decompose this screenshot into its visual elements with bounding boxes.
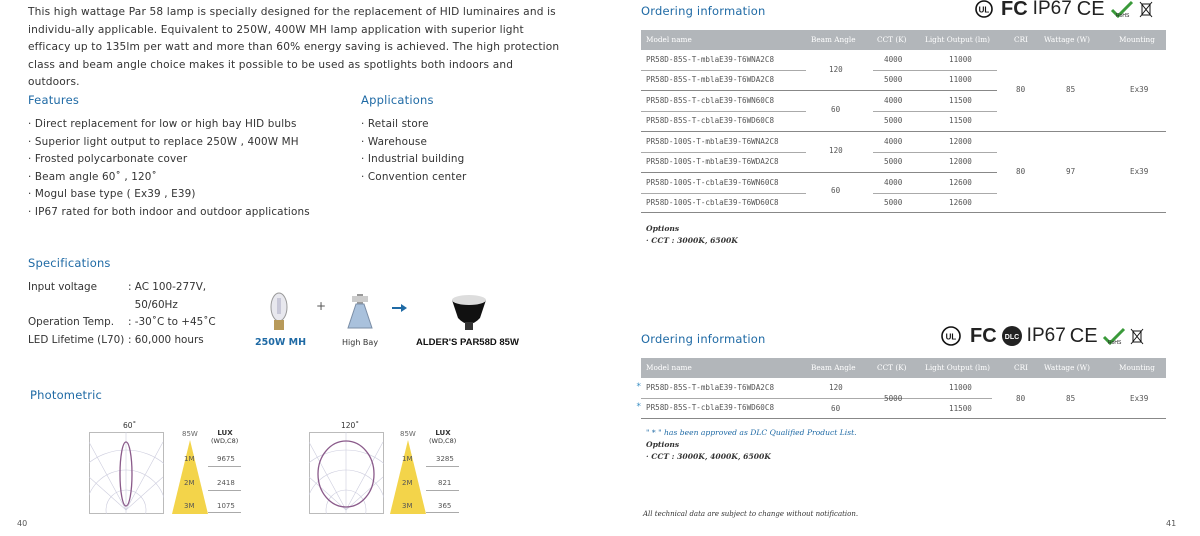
beam-angle-cell: 120 [829, 65, 843, 74]
col-header: CRI [1014, 35, 1028, 44]
par58-lamp-image [450, 294, 488, 332]
model-name-cell: PR58D-85S-T-mblaE39-T6WDA2C8 [646, 383, 775, 392]
table1-header [641, 30, 1166, 50]
photometric-title: Photometric [30, 388, 103, 402]
options-text-2: · CCT : 3000K, 4000K, 6500K [646, 452, 771, 461]
spec-key: Input voltage [28, 281, 98, 293]
light-output-cell: 11500 [949, 96, 972, 105]
weee-icon [1130, 327, 1144, 345]
beam-angle-cell: 60 [831, 105, 841, 114]
options-value: CCT : 3000K, 4000K, 6500K [651, 452, 771, 461]
beam-angle-cell: 120 [829, 383, 843, 392]
distance-label: 1M [402, 455, 413, 463]
lux-header: LUX [217, 429, 233, 437]
distance-label: 2M [184, 479, 195, 487]
feature-item: · Mogul base type ( Ex39 , E39) [28, 186, 310, 204]
mounting-cell: Ex39 [1130, 85, 1149, 94]
spec-value: 50/60Hz [128, 298, 178, 311]
polar-diagram-60 [89, 432, 164, 514]
wattage-label: 85W [182, 430, 198, 438]
mounting-cell: Ex39 [1130, 167, 1149, 176]
cct-cell: 4000 [884, 178, 903, 187]
col-header: Mounting [1119, 363, 1155, 372]
col-header: CRI [1014, 363, 1028, 372]
distance-label: 3M [402, 502, 413, 510]
cct-cell: 4000 [884, 137, 903, 146]
ip67-mark: IP67 [1032, 0, 1072, 19]
light-output-cell: 12600 [949, 178, 972, 187]
options-value: CCT : 3000K, 6500K [651, 236, 738, 245]
lux-value: 821 [438, 479, 452, 487]
weee-icon [1139, 0, 1153, 18]
options-text-1: · CCT : 3000K, 6500K [646, 236, 738, 245]
cul-listed-icon [936, 326, 966, 346]
model-name-cell: PR58D-85S-T-mblaE39-T6WNA2C8 [646, 55, 775, 64]
spec-key [28, 297, 128, 315]
spec-value: : -30˚C to +45˚C [128, 316, 216, 328]
application-item: · Industrial building [361, 151, 466, 169]
applications-title: Applications [361, 93, 434, 107]
certifications-row-1 [972, 0, 1153, 20]
lux-value: 1075 [217, 502, 235, 510]
lux-value: 365 [438, 502, 452, 510]
options-title-2: Options [646, 440, 680, 449]
intro-paragraph: This high wattage Par 58 lamp is specially designed for the replacement of HID luminaires and is individu-ally applicable. Equivalent to 250W, 400W MH lamp application with superior light efficacy up to 135lm per watt and more than 60% energy saving is achieved. The high protection class and beam angle choice makes it possible to be used as spotlights both indoors and outdoors. [28, 6, 560, 88]
page-number-right: 41 [1166, 519, 1177, 528]
spec-key: Operation Temp. [28, 316, 115, 328]
specifications-title: Specifications [28, 256, 111, 270]
light-output-cell: 12000 [949, 157, 972, 166]
mh-label: 250W MH [255, 337, 307, 348]
spec-key: LED Lifetime (L70) [28, 333, 125, 346]
light-output-cell: 11000 [949, 383, 972, 392]
model-name-cell: PR58D-85S-T-cblaE39-T6WD60C8 [646, 116, 775, 125]
plus-sign: + [316, 299, 327, 313]
light-output-cell: 12000 [949, 137, 972, 146]
wattage-label: 85W [400, 430, 416, 438]
col-header: Beam Angle [811, 35, 856, 44]
model-name-cell: PR58D-85S-T-cblaE39-T6WN60C8 [646, 96, 775, 105]
col-header: CCT (K) [877, 35, 907, 44]
dlc-asterisk: * [636, 402, 642, 412]
cri-cell: 80 [1016, 394, 1026, 403]
fc-mark: FC [970, 324, 997, 347]
spec-value: : 60,000 hours [128, 333, 204, 346]
model-name-cell: PR58D-100S-T-mblaE39-T6WNA2C8 [646, 137, 779, 146]
col-header: CCT (K) [877, 363, 907, 372]
application-item: · Warehouse [361, 134, 466, 152]
beam-angle-cell: 60 [831, 404, 841, 413]
svg-text:UL: UL [945, 332, 957, 342]
lux-value: 3285 [436, 455, 454, 463]
svg-text:UL: UL [978, 5, 990, 15]
col-header: Mounting [1119, 35, 1155, 44]
table2-body [636, 378, 1166, 420]
model-name-cell: PR58D-100S-T-cblaE39-T6WN60C8 [646, 178, 779, 187]
features-list [28, 116, 310, 221]
cri-cell: 80 [1016, 85, 1026, 94]
spec-value: : AC 100-277V, [128, 281, 207, 293]
lux-header: LUX [435, 429, 451, 437]
col-header: Wattage (W) [1044, 35, 1090, 44]
light-output-cell: 11500 [949, 404, 972, 413]
col-header: Wattage (W) [1044, 363, 1090, 372]
feature-item: · Beam angle 60˚ , 120˚ [28, 169, 310, 187]
lux-value: 2418 [217, 479, 235, 487]
feature-item: · IP67 rated for both indoor and outdoor applications [28, 204, 310, 222]
feature-item: · Direct replacement for low or high bay HID bulbs [28, 116, 310, 134]
cct-cell: 5000 [884, 116, 903, 125]
lux-value: 9675 [217, 455, 235, 463]
distance-label: 2M [402, 479, 413, 487]
svg-text:RoHS: RoHS [1115, 13, 1129, 18]
cct-cell: 5000 [884, 157, 903, 166]
application-item: · Retail store [361, 116, 466, 134]
applications-list [361, 116, 466, 186]
options-title-1: Options [646, 224, 680, 233]
wattage-cell: 85 [1066, 394, 1076, 403]
model-name-cell: PR58D-85S-T-cblaE39-T6WD60C8 [646, 403, 775, 412]
svg-text:RoHS: RoHS [1107, 340, 1121, 345]
beam-angle-label: 120˚ [341, 421, 360, 430]
disclaimer: All technical data are subject to change without notification. [643, 510, 859, 518]
light-output-cell: 11000 [949, 55, 972, 64]
light-output-cell: 11500 [949, 116, 972, 125]
lux-subheader: (WD,C8) [211, 437, 239, 445]
col-header: Beam Angle [811, 363, 856, 372]
ce-mark: CE [1076, 0, 1105, 20]
cct-cell: 4000 [884, 55, 903, 64]
ip67-mark: IP67 [1026, 325, 1066, 346]
col-header: Light Output (lm) [925, 35, 990, 44]
beam-angle-cell: 120 [829, 146, 843, 155]
rohs-icon [1102, 327, 1126, 345]
cct-cell: 4000 [884, 96, 903, 105]
light-output-cell: 12600 [949, 198, 972, 207]
polar-diagram-120 [309, 432, 384, 514]
col-header: Model name [646, 35, 692, 44]
distance-label: 3M [184, 502, 195, 510]
model-name-cell: PR58D-100S-T-cblaE39-T6WD60C8 [646, 198, 779, 207]
ordering-title-1: Ordering information [641, 4, 766, 18]
par58-label: ALDER'S PAR58D 85W [416, 337, 519, 348]
mounting-cell: Ex39 [1130, 394, 1149, 403]
features-title: Features [28, 93, 80, 107]
beam-angle-label: 60˚ [123, 421, 137, 430]
wattage-cell: 85 [1066, 85, 1076, 94]
wattage-cell: 97 [1066, 167, 1076, 176]
cct-cell: 5000 [884, 198, 903, 207]
rohs-icon [1110, 0, 1134, 18]
cct-cell: 5000 [884, 394, 903, 403]
cri-cell: 80 [1016, 167, 1026, 176]
dlc-approval-note: " * " has been approved as DLC Qualified Product List. [646, 428, 857, 437]
ordering-title-2: Ordering information [641, 332, 766, 346]
svg-text:DLC: DLC [1004, 334, 1019, 341]
specifications-list [28, 279, 216, 349]
light-output-cell: 11000 [949, 75, 972, 84]
model-name-cell: PR58D-100S-T-mblaE39-T6WDA2C8 [646, 157, 779, 166]
distance-label: 1M [184, 455, 195, 463]
application-item: · Convention center [361, 169, 466, 187]
dlc-asterisk: * [636, 382, 642, 392]
table1-body [641, 50, 1166, 213]
col-header: Light Output (lm) [925, 363, 990, 372]
ce-mark: CE [1069, 324, 1098, 347]
model-name-cell: PR58D-85S-T-mblaE39-T6WDA2C8 [646, 75, 775, 84]
mh-bulb-image [268, 292, 290, 332]
table2-header [641, 358, 1166, 378]
certifications-row-2 [936, 324, 1144, 348]
dlc-icon [1001, 325, 1023, 347]
high-bay-image [342, 292, 378, 332]
page-number-left: 40 [17, 519, 28, 528]
feature-item: · Superior light output to replace 250W , 400W MH [28, 134, 310, 152]
fc-mark: FC [1001, 0, 1028, 20]
col-header: Model name [646, 363, 692, 372]
arrow-right-icon [392, 303, 408, 313]
beam-angle-cell: 60 [831, 186, 841, 195]
cct-cell: 5000 [884, 75, 903, 84]
lux-subheader: (WD,C8) [429, 437, 457, 445]
feature-item: · Frosted polycarbonate cover [28, 151, 310, 169]
high-bay-label: High Bay [342, 338, 379, 347]
cul-listed-icon [972, 0, 996, 18]
